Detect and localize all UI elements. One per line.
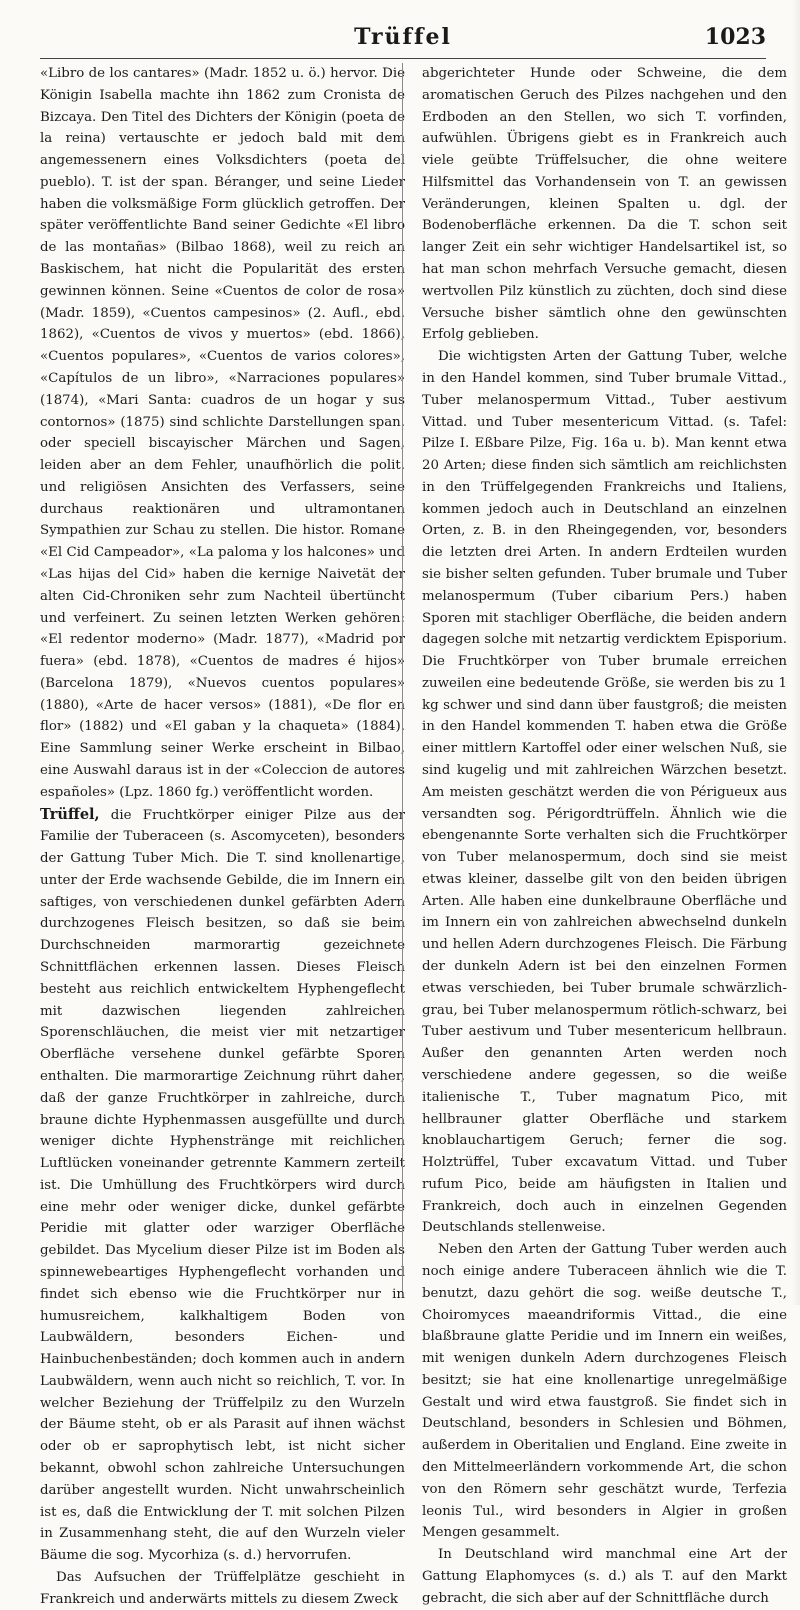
left-paragraph-2: die Fruchtkörper einiger Pilze aus der Familie der Tuberaceen (s. Ascomyceten), besonders der Gattung Tuber Mich. Die T. sind knollenartige, unter der Erde wachsende Gebilde, die im Innern ein saftiges, von verschiedenen dunkel gefärbten Adern durchzogenes Fleisch besitzen, so daß sie beim Durchschneiden marmorartig gezeichnete Schnittflächen erkennen lassen. Dieses Fleisch besteht aus reichlich entwickeltem Hyphengeflecht mit dazwischen liegenden zahlreichen Sporenschläuchen, die meist vier mit netzartiger Oberfläche versehene dunkel gefärbte Sporen enthalten. Die marmorartige Zeichnung rührt daher, daß der ganze Fruchtkörper in zahlreiche, durch braune dichte Hyphenmassen ausgefüllte und durch weniger dichte Hyphenstränge mit reichlichen Luftlücken voneinander getrennte Kammern zerteilt ist. Die Umhüllung des Fruchtkörpers wird durch eine mehr oder weniger dicke, dunkel gefärbte Peridie mit glatter oder warziger Oberfläche gebildet. Das Mycelium dieser Pilze ist im Boden als spinnewebeartiges Hyphengeflecht vorhanden und findet sich ebenso wie die Fruchtkörper nur in humusreichem, kalkhaltigem Boden von Laubwäldern, besonders Eichen- und Hainbuchenbeständen; doch kommen auch in andern Laubwäldern, wenn auch nicht so reichlich, T. vor. In welcher Beziehung der Trüffelpilz zu den Wurzeln der Bäume steht, ob er als Parasit auf ihnen wächst oder ob er saprophytisch lebt, ist nicht sicher bekannt, obwohl schon zahlreiche Untersuchungen darüber angestellt wurden. Nicht unwahrscheinlich ist es, daß die Entwicklung der T. mit solchen Pilzen in Zusammenhang steht, die auf den Wurzeln vieler Bäume die sog. Mycorhiza (s. d.) hervorrufen.: [40, 807, 405, 1564]
column-divider: [402, 63, 403, 1291]
right-paragraph-2: Die wichtigsten Arten der Gattung Tuber, welche in den Handel kommen, sind Tuber brumale Vittad., Tuber melanospermum Vittad., Tuber aestivum Vittad. und Tuber mesentericum Vittad. (s. Tafel: Pilze I. Eßbare Pilze, Fig. 16a u. b). Man kennt etwa 20 Arten; diese finden sich sämtlich am reichlichsten in den Trüffelgegenden Frankreichs und Italiens, kommen jedoch auch in Deutschland an einzelnen Orten, z. B. in den Rheingegenden, vor, besonders die letzten drei Arten. In andern Erdteilen wurden sie bisher selten gefunden. Tuber brumale und Tuber melanospermum (Tuber cibarium Pers.) haben Sporen mit stachliger Oberfläche, die beiden andern dagegen solche mit netzartig verdicktem Episporium. Die Fruchtkörper von Tuber brumale erreichen zuweilen eine bedeutende Größe, sie werden bis zu 1 kg schwer und sind dann über faustgroß; die meisten in den Handel kommenden T. haben etwa die Größe einer mittlern Kartoffel oder einer welschen Nuß, sie sind kugelig und mit zahlreichen Wärzchen besetzt. Am meisten geschätzt werden die von Périgueux aus versandten sog. Périgordtrüffeln. Ähnlich wie die ebengenannte Sorte verhalten sich die Fruchtkörper von Tuber melanospermum, doch sind sie meist etwas kleiner, dasselbe gilt von den beiden übrigen Arten. Alle haben eine dunkelbraune Oberfläche und im Innern ein von zahlreichen abwechselnd dunkeln und hellen Adern durchzogenes Fleisch. Die Färbung der dunkeln Adern ist bei den einzelnen Formen etwas verschieden, bei Tuber brumale schwärzlich-grau, bei Tuber melanospermum rötlich-schwarz, bei Tuber aestivum und Tuber mesentericum hellbraun. Außer den genannten Arten werden noch verschiedene andere gegessen, so die weiße italienische T., Tuber magnatum Pico, mit hellbrauner glatter Oberfläche und starkem knoblauchartigem Geruch; ferner die sog. Holztrüffel, Tuber excavatum Vittad. und Tuber rufum Pico, beide am häufigsten in Italien und Frankreich, doch auch in einzelnen Gegenden Deutschlands stellenweise.: [422, 349, 787, 1236]
headword: Trüffel,: [40, 805, 100, 823]
entry-truffel: [40, 804, 405, 1567]
left-paragraph-1: «Libro de los cantares» (Madr. 1852 u. ö.) hervor. Die Königin Isabella machte ihn 1862 zum Cronista de Bizcaya. Den Titel des Dichters der Königin (poeta de la reina) vertauschte er jedoch bald mit dem angemessenern eines Volksdichters (poeta del pueblo). T. ist der span. Béranger, und seine Lieder haben die volksmäßige Form glücklich getroffen. Der später veröffentlichte Band seiner Gedichte «El libro de las montañas» (Bilbao 1868), weil zu reich an Baskischem, hat nicht die Popularität des ersten gewinnen können. Seine «Cuentos de color de rosa» (Madr. 1859), «Cuentos campesinos» (2. Aufl., ebd. 1862), «Cuentos de vivos y muertos» (ebd. 1866), «Cuentos populares», «Cuentos de varios colores», «Capítulos de un libro», «Narraciones populares» (1874), «Mari Santa: cuadros de un hogar y sus contornos» (1875) sind schlichte Darstellungen span. oder speciell biscayischer Märchen und Sagen, leiden aber an dem Fehler, unaufhörlich die polit. und religiösen Ansichten des Verfassers, seine durchaus reaktionären und ultramontanen Sympathien zur Schau zu stellen. Die histor. Romane «El Cid Campeador», «La paloma y los halcones» und «Las hijas del Cid» haben die kernige Naivetät der alten Cid-Chroniken sehr zum Nachteil übertüncht und verfeinert. Zu seinen letzten Werken gehören: «El redentor moderno» (Madr. 1877), «Madrid por fuera» (ebd. 1878), «Cuentos de madres é hijos» (Barcelona 1879), «Nuevos cuentos populares» (1880), «Arte de hacer versos» (1881), «De flor en flor» (1882) und «El gaban y la chaqueta» (1884). Eine Sammlung seiner Werke erscheint in Bilbao, eine Auswahl daraus ist in der «Coleccion de autores españoles» (Lpz. 1860 fg.) veröffentlicht worden.: [40, 66, 405, 800]
page-number: 1023: [704, 24, 766, 50]
running-head: Trüffel: [354, 24, 452, 50]
scan-edge: [792, 0, 800, 1305]
right-column: [422, 63, 787, 1606]
right-paragraph-1: abgerichteter Hunde oder Schweine, die dem aromatischen Geruch des Pilzes nachgehen und den Erdboden an den Stellen, wo sich T. vorfinden, aufwühlen. Übrigens giebt es in Frankreich auch viele geübte Trüffelsucher, die ohne weitere Hilfsmittel das Vorhandensein von T. an gewissen Veränderungen, kleinen Spalten u. dgl. der Bodenoberfläche erkennen. Da die T. schon seit langer Zeit ein sehr wichtiger Handelsartikel ist, so hat man schon mehrfach Versuche gemacht, diesen wertvollen Pilz künstlich zu züchten, doch sind diese Versuche bisher sämtlich ohne den gewünschten Erfolg geblieben.: [422, 66, 787, 343]
left-column: [40, 63, 405, 1607]
right-paragraph-3: Neben den Arten der Gattung Tuber werden auch noch einige andere Tuberaceen ähnlich wie die T. benutzt, dazu gehört die sog. weiße deutsche T., Choiromyces maeandriformis Vittad., die eine blaßbraune glatte Peridie und im Innern ein weißes, mit wenigen dunkeln Adern durchzogenes Fleisch besitzt; sie hat eine knollenartige unregelmäßige Gestalt und wird etwa faustgroß. Sie findet sich in Deutschland, besonders in Schlesien und Böhmen, außerdem in Oberitalien und England. Eine zweite in den Mittelmeerländern vorkommende Art, die schon von den Römern sehr geschätzt wurde, Terfezia leonis Tul., wird besonders in Algier in großen Mengen gesammelt.: [422, 1242, 787, 1541]
right-paragraph-4: In Deutschland wird manchmal eine Art der Gattung Elaphomyces (s. d.) als T. auf den Markt gebracht, die sich aber auf der Schnittfläche durch: [422, 1547, 787, 1606]
header-rule: [40, 58, 766, 59]
left-paragraph-3: Das Aufsuchen der Trüffelplätze geschieht in Frankreich und anderwärts mittels zu diesem Zweck: [40, 1569, 405, 1607]
page-header: [40, 10, 766, 56]
